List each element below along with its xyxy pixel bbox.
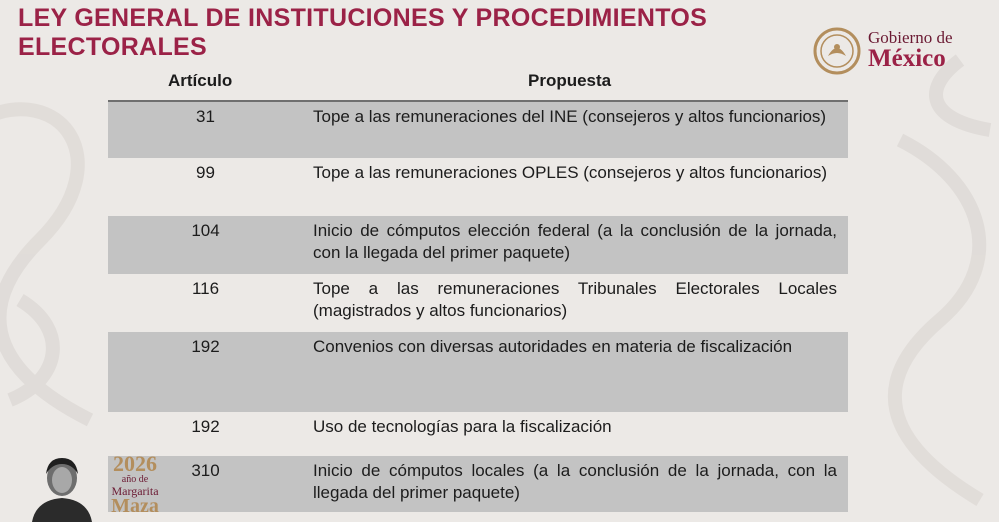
year-logo-line3: Margarita	[111, 484, 159, 498]
gov-logo-line1: Gobierno de	[868, 28, 953, 47]
table-row	[108, 102, 848, 158]
table-row	[108, 412, 848, 456]
proposal-text: Uso de tecnologías para la fiscalización	[313, 417, 612, 436]
table-row	[108, 274, 848, 332]
article-number: 31	[196, 107, 215, 126]
year-2026-logo	[100, 451, 170, 520]
table-header	[108, 64, 848, 102]
gov-logo-line2: México	[868, 45, 946, 72]
page-title: LEY GENERAL DE INSTITUCIONES Y PROCEDIMIENTOS ELECTORALES	[18, 4, 708, 61]
article-number: 310	[191, 461, 220, 480]
proposals-table	[108, 64, 848, 512]
table-row	[108, 216, 848, 274]
proposal-text: Inicio de cómputos elección federal (a la conclusión de la jornada, con la llegada del primer paquete)	[313, 221, 837, 262]
year-logo-line4: Maza	[111, 495, 159, 517]
header-article: Artículo	[168, 71, 233, 90]
article-number: 99	[196, 163, 215, 182]
margarita-maza-portrait	[26, 450, 98, 522]
proposal-text: Convenios con diversas autoridades en materia de fiscalización	[313, 337, 793, 356]
article-number: 192	[191, 417, 220, 436]
table-row	[108, 332, 848, 412]
article-number: 104	[191, 221, 220, 240]
proposal-text: Tope a las remuneraciones del INE (consejeros y altos funcionarios)	[313, 107, 827, 126]
table-row	[108, 456, 848, 512]
year-logo-line2: año de	[121, 474, 149, 485]
article-number: 192	[191, 337, 220, 356]
article-number: 116	[191, 279, 220, 298]
proposal-text: Tope a las remuneraciones OPLES (consejeros y altos funcionarios)	[313, 163, 828, 182]
table-row	[108, 158, 848, 216]
proposal-text: Tope a las remuneraciones Tribunales Electorales Locales (magistrados y altos funcionarios)	[313, 279, 837, 320]
year-logo-year: 2026	[113, 451, 157, 476]
proposal-text: Inicio de cómputos locales (a la conclusión de la jornada, con la llegada del primer paquete)	[313, 461, 837, 502]
header-proposal: Propuesta	[528, 71, 612, 90]
